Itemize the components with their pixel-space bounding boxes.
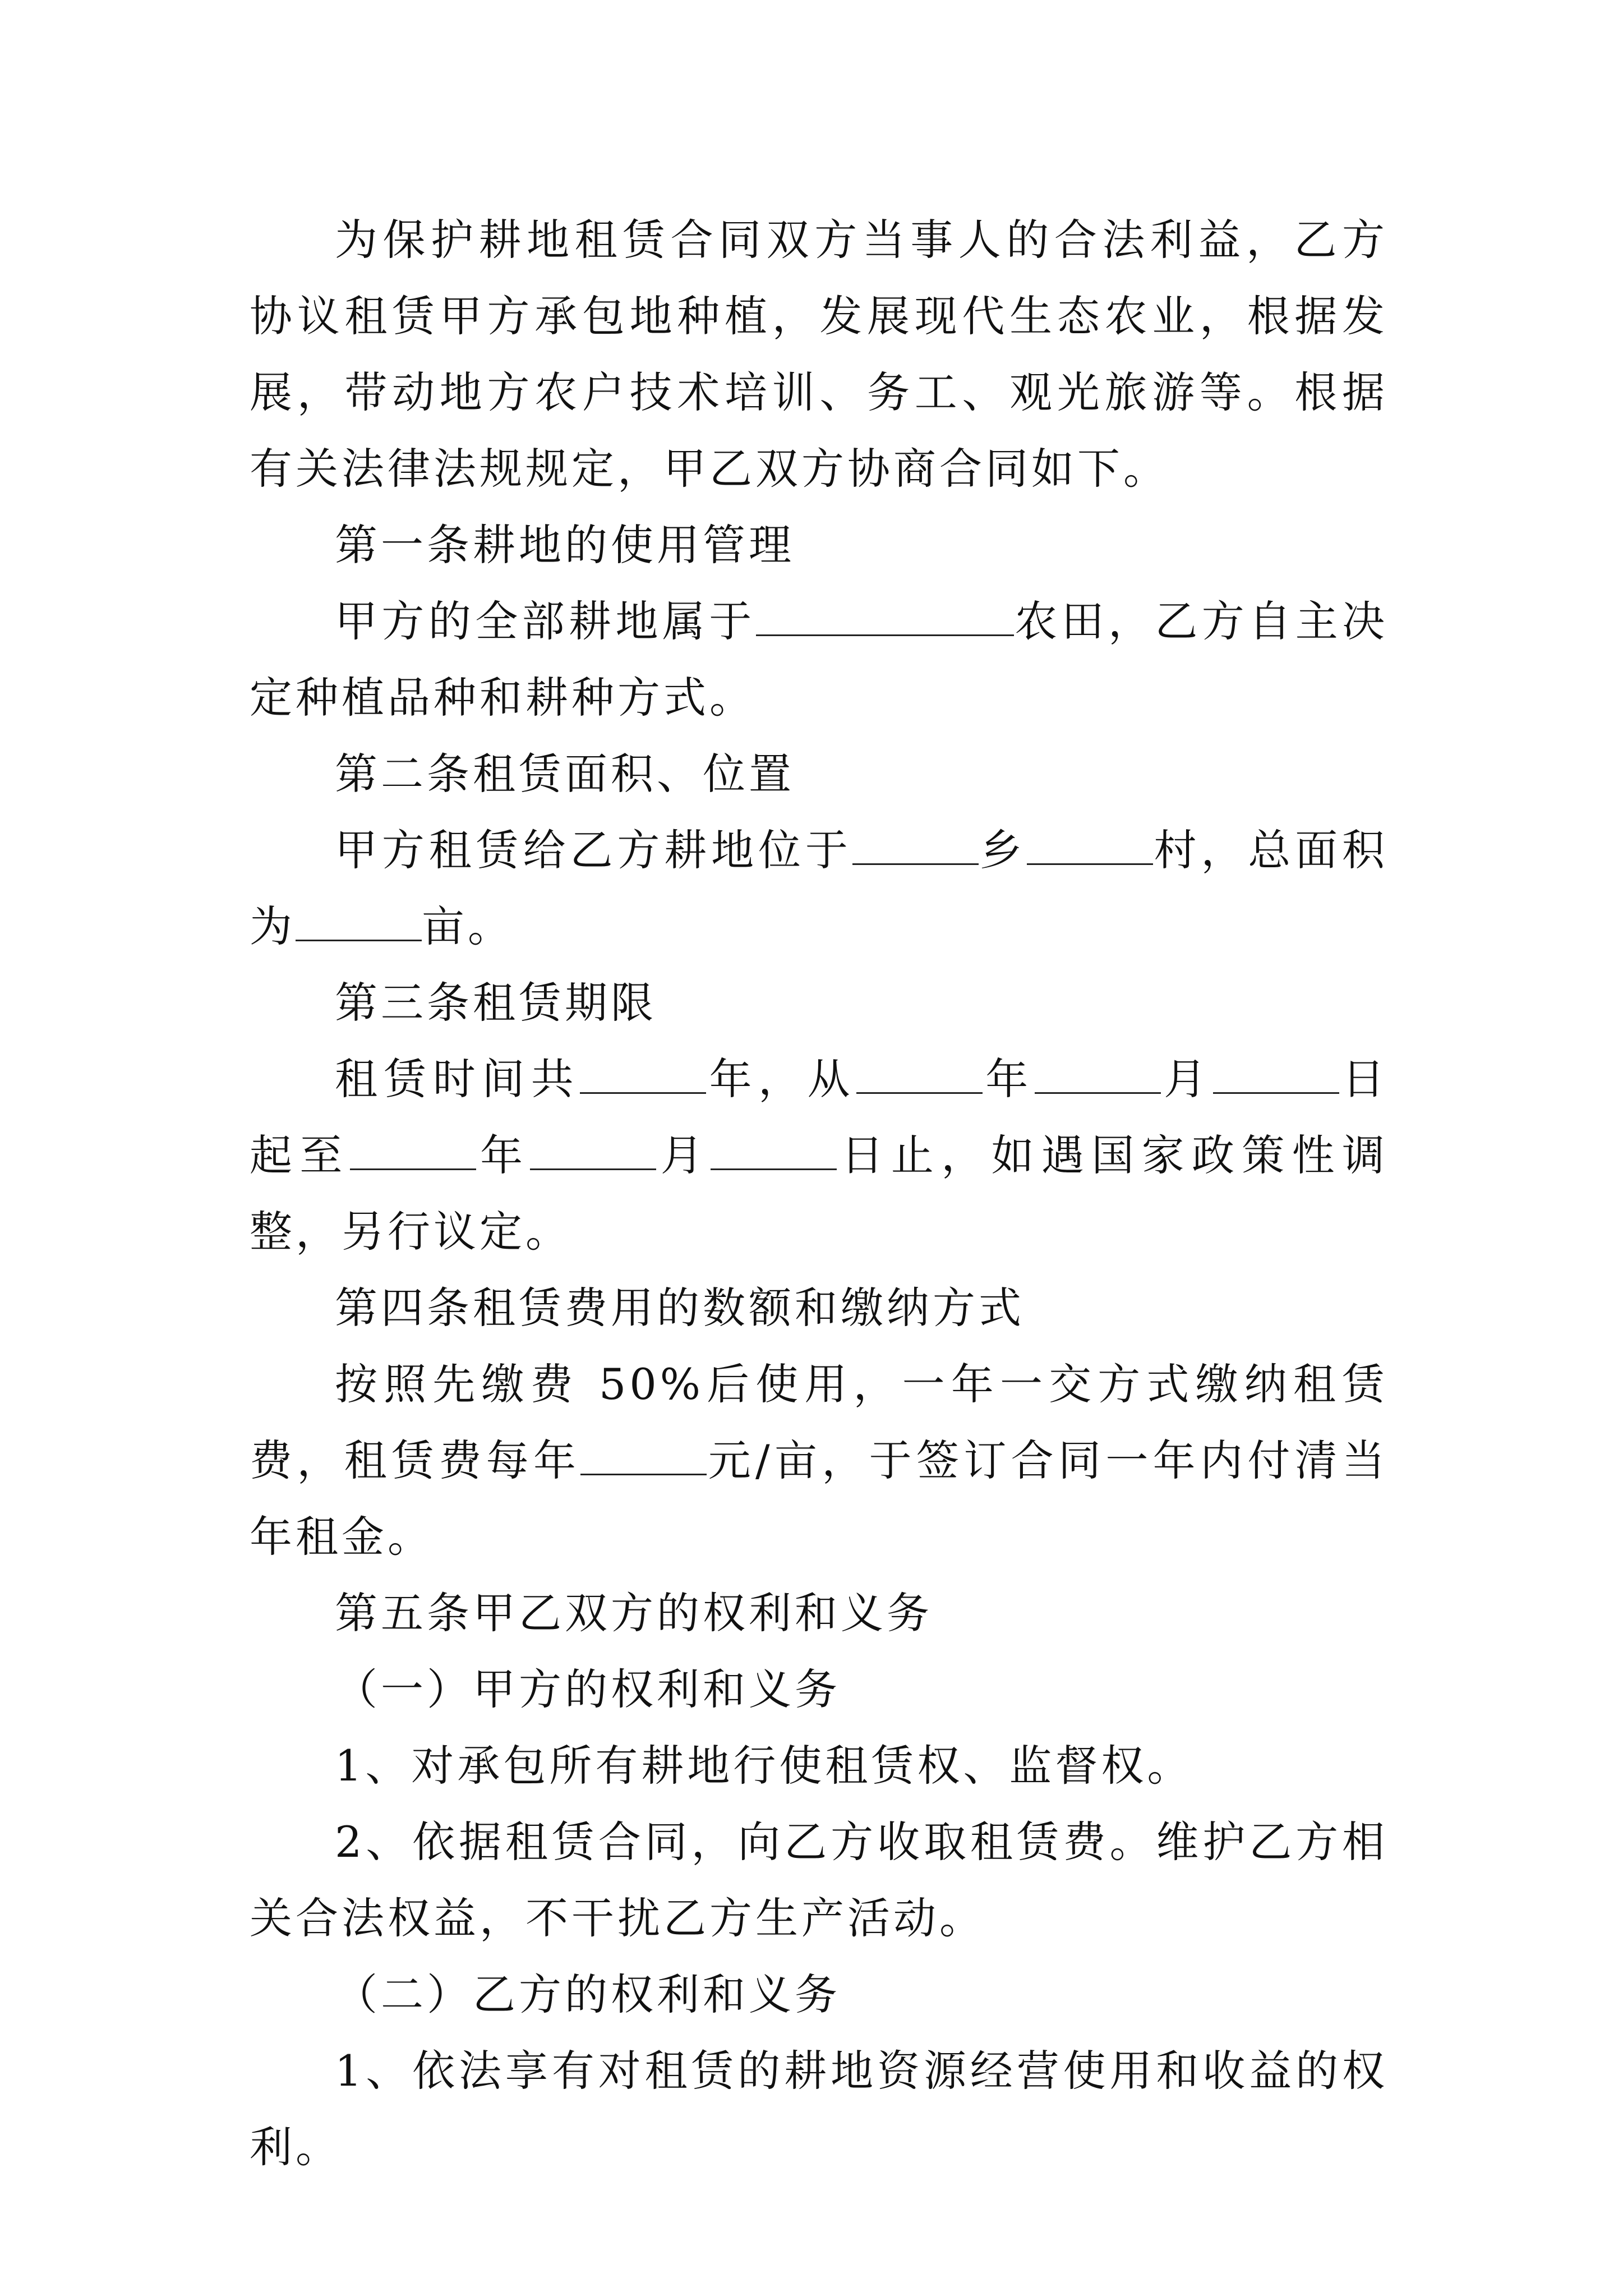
article-4-title-text: 第四条租赁费用的数额和缴纳方式	[335, 1283, 1025, 1333]
article-2-text-d: 亩。	[422, 901, 514, 951]
end-day-blank	[711, 1129, 837, 1170]
article-3-text-h: 日止，如遇国家政策性调整，另行议定。	[250, 1130, 1389, 1257]
article-3-text-g: 月	[656, 1130, 711, 1180]
farmland-type-blank	[756, 595, 1014, 636]
intro-paragraph	[250, 202, 1388, 507]
party-a-heading-text: （一）甲方的权利和义务	[335, 1664, 841, 1714]
start-month-blank	[1035, 1053, 1161, 1094]
document-body	[250, 202, 1388, 2185]
article-4-paragraph	[250, 1346, 1388, 1575]
article-2-paragraph	[250, 812, 1388, 965]
article-1-text-b: 农田，乙方自主决定种植品种和耕种方式。	[250, 596, 1389, 723]
article-2-text-b: 乡	[978, 825, 1027, 875]
start-day-blank	[1213, 1053, 1339, 1094]
rent-per-mu-blank	[580, 1434, 707, 1475]
article-5-party-a-heading	[250, 1651, 1388, 1728]
article-3-text-b: 年，从	[706, 1054, 856, 1104]
article-4-text-b: 元/亩，于签订合同一年内付清当年租金。	[250, 1435, 1389, 1562]
township-blank	[852, 824, 979, 865]
end-year-blank	[350, 1129, 476, 1170]
lease-years-blank	[580, 1053, 706, 1094]
area-blank	[296, 900, 422, 941]
article-3-text-c: 年	[982, 1054, 1035, 1104]
article-3-text-e: 日起至	[250, 1054, 1389, 1180]
article-3-title-text: 第三条租赁期限	[335, 978, 657, 1028]
article-1-text-a: 甲方的全部耕地属于	[335, 596, 756, 646]
article-4-text-a: 按照先缴费 50%后使用，一年一交方式缴纳租赁费，租赁费每年	[250, 1359, 1388, 1485]
party-a-item-1-text: 1、对承包所有耕地行使租赁权、监督权。	[335, 1741, 1193, 1791]
article-4-title	[250, 1270, 1388, 1346]
article-3-paragraph	[250, 1041, 1388, 1270]
article-2-text-a: 甲方租赁给乙方耕地位于	[335, 825, 852, 875]
article-2-title-text: 第二条租赁面积、位置	[335, 749, 795, 799]
article-2-text-c: 村，总面积为	[250, 825, 1389, 951]
article-5-title-text: 第五条甲乙双方的权利和义务	[335, 1588, 933, 1638]
intro-text: 为保护耕地租赁合同双方当事人的合法利益，乙方协议租赁甲方承包地种植，发展现代生态农业，根据发展，带动地方农户技术培训、务工、观光旅游等。根据有关法律法规规定，甲乙双方协商合同如下。	[250, 215, 1388, 494]
start-year-blank	[856, 1053, 983, 1094]
party-b-item-1-text: 1、依法享有对租赁的耕地资源经营使用和收益的权利。	[250, 2046, 1388, 2172]
party-a-item-2-text: 2、依据租赁合同，向乙方收取租赁费。维护乙方相关合法权益，不干扰乙方生产活动。	[250, 1817, 1388, 1943]
party-b-heading-text: （二）乙方的权利和义务	[335, 1970, 841, 2019]
article-3-text-a: 租赁时间共	[335, 1054, 580, 1104]
article-1-title	[250, 507, 1388, 583]
party-b-item-1	[250, 2033, 1388, 2185]
party-a-item-2	[250, 1804, 1388, 1957]
article-1-paragraph	[250, 583, 1388, 736]
article-2-title	[250, 736, 1388, 812]
article-3-title	[250, 965, 1388, 1041]
village-blank	[1027, 824, 1153, 865]
article-3-text-f: 年	[476, 1130, 531, 1180]
party-a-item-1	[250, 1728, 1388, 1804]
article-5-party-b-heading	[250, 1957, 1388, 2033]
end-month-blank	[530, 1129, 656, 1170]
article-5-title	[250, 1575, 1388, 1651]
article-3-text-d: 月	[1160, 1054, 1213, 1104]
article-1-title-text: 第一条耕地的使用管理	[335, 520, 795, 570]
